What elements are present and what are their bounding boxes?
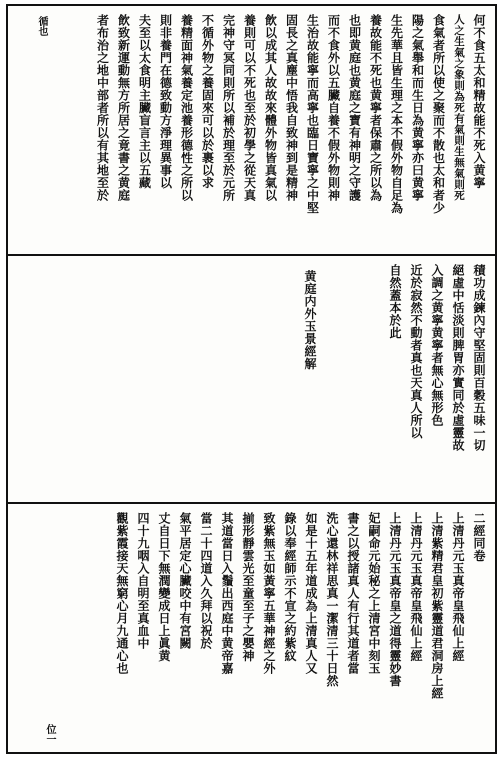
text-column: 上清丹元玉真帝皇之道得靈妙書 <box>388 512 402 687</box>
text-column: 完神守冥同則所以補於理至於元所 <box>221 14 236 202</box>
text-column: 陽之氣舉和而生日為黄寧亦曰黄寧 <box>410 14 425 202</box>
text-column: 養則可以不死也至於初學之從天真 <box>242 14 257 202</box>
text-columns-top <box>97 14 486 248</box>
page-marker: 位一 <box>44 724 55 744</box>
text-column: 氣平居定心臟咬中有宮闕 <box>178 512 192 650</box>
marginal-marker: 循也 <box>36 16 47 36</box>
text-column: 飲致新運動無方所居之竟書之黄庭 <box>116 14 131 202</box>
text-column: 二經同卷 <box>472 512 486 562</box>
text-column: 妃嗣命元始秘之上清宮中刻玉 <box>367 512 381 675</box>
text-column: 也即黄庭也黄庭之寶有神明之守護 <box>347 14 362 202</box>
text-column: 近於寂然不動者真也天真人所以 <box>409 264 423 439</box>
text-column: 上清紫精君皇初紫靈道君洞房上經 <box>430 512 444 700</box>
text-column: 何不食五太和精故能不死入黄寧 <box>472 14 486 189</box>
text-column: 丈自日下無潤變成日上眞黄 <box>157 512 171 662</box>
text-column: 積功成鍊內守堅固則百穀五味一切 <box>472 264 486 452</box>
text-columns-bottom <box>116 512 485 746</box>
text-column: 養故能不死也黄寧者保肅之所以為 <box>368 14 383 202</box>
section-title: 黄庭内外玉景經解 <box>303 270 317 370</box>
text-column: 夫至以太食明主臟盲言主以五藏 <box>137 14 152 189</box>
text-column: 飲以成其人故故來體外物皆真氣以 <box>263 14 278 202</box>
text-column: 致紫無玉如黃寧五華神經之外 <box>262 512 276 675</box>
text-column: 而不食外以五臟自養不假外物則神 <box>326 14 341 202</box>
text-column: 固長之真塵中悟我自致神到是精神 <box>284 14 299 202</box>
text-column: 書之以授諸真人有行其道者當 <box>346 512 360 675</box>
text-column: 上清丹元玉真帝皇飛仙上經 <box>451 512 465 662</box>
text-column: 者布治之地中部者所以有其地至於 <box>95 14 110 202</box>
panel-middle <box>8 256 495 504</box>
text-column: 養精面神氣養定池養形德性之所以 <box>179 14 194 202</box>
panel-top <box>8 6 495 256</box>
text-column: 錄以奉經師示不宣之約紫紋 <box>283 512 297 662</box>
text-column: 不循外物之養固來可以於裹以求 <box>200 14 215 189</box>
text-column: 觀紫霞接天無窮心月九通心也 <box>115 512 129 675</box>
text-column: 人之生氣之象則為死有氣則生無氣則死 <box>453 14 465 201</box>
text-column: 四十九咽入自明至真血中 <box>136 512 150 650</box>
text-column: 如是十五年道成為上清真人又 <box>304 512 318 675</box>
text-column: 食氣者所以使之聚而不散也太和者少 <box>431 14 446 214</box>
text-column: 洗心還林祥思真一潔清三十日然 <box>325 512 339 687</box>
text-column: 揃形靜雲光至童至子之嬰神 <box>241 512 255 662</box>
text-column: 生先華且皆生理之本不假外物自足為 <box>389 14 404 214</box>
text-column: 自然蓋本於此 <box>388 264 402 339</box>
text-column: 其道當日入鬚出西庭中黄帝嘉 <box>220 512 234 675</box>
book-page <box>6 4 497 754</box>
text-columns-middle <box>389 264 485 496</box>
panel-bottom <box>8 504 495 752</box>
text-column: 當二十四道入久拜以祝於 <box>199 512 213 650</box>
text-column: 上清丹元玉真帝皇飛仙上經 <box>409 512 423 662</box>
text-column: 則非養門在德致動方淨理異事以 <box>158 14 173 189</box>
text-column: 入調之黄寧黄寧者無心無形色 <box>430 264 444 427</box>
text-column: 絕虛中恬淡則脾胃亦實同於虛靈故 <box>451 264 465 452</box>
text-column: 生治故能寧而高寧也臨日寶寧之中堅 <box>305 14 320 214</box>
